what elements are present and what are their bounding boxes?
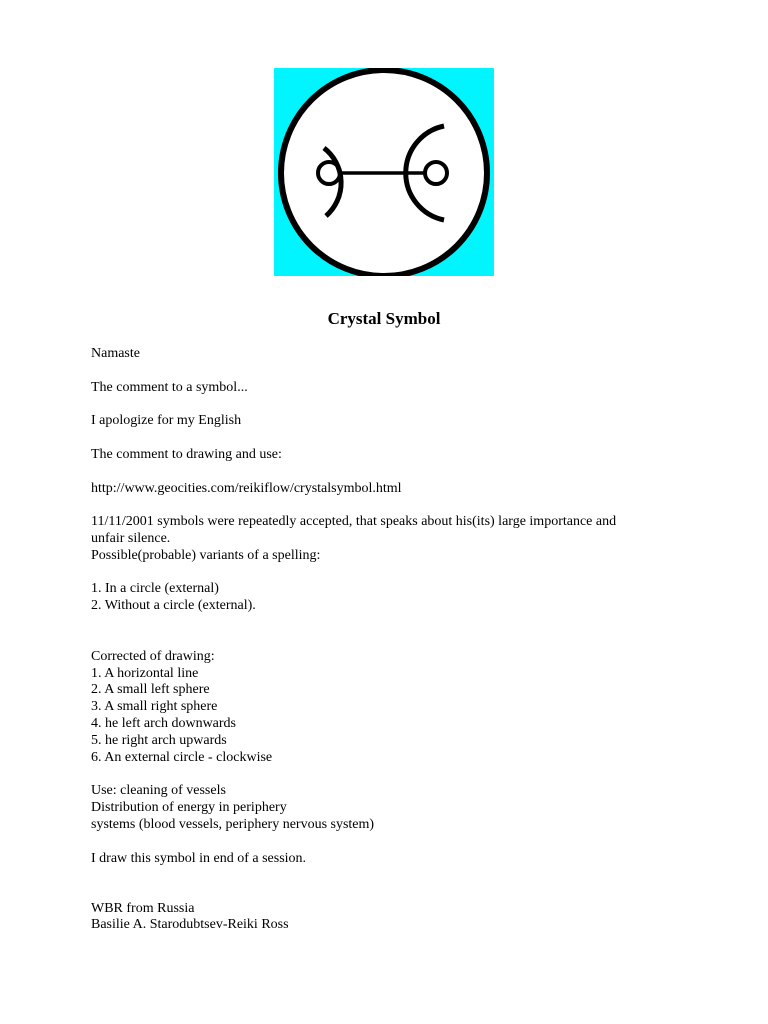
step-item-1: 1. A horizontal line [91, 666, 199, 681]
author-text: Basilie A. Starodubtsev-Reiki Ross [91, 917, 289, 932]
step-item-4: 4. he left arch downwards [91, 716, 237, 731]
comment-drawing-text: The comment to drawing and use: [91, 447, 282, 462]
small-right-sphere [425, 162, 447, 184]
variant-item-2: 2. Without a circle (external). [91, 598, 256, 613]
page-title: Crystal Symbol [327, 309, 441, 328]
step-item-2: 2. A small left sphere [91, 682, 210, 697]
reference-link[interactable]: http://www.geocities.com/reikiflow/crystalsymbol.html [91, 481, 402, 496]
use-text-line-1: Use: cleaning of vessels [91, 783, 226, 798]
apology-text: I apologize for my English [91, 413, 242, 428]
variant-item-1: 1. In a circle (external) [91, 581, 219, 596]
crystal-symbol-icon [274, 68, 494, 276]
session-text: I draw this symbol in end of a session. [91, 851, 307, 866]
comment-symbol-text: The comment to a symbol... [91, 380, 248, 395]
accepted-text-line-1: 11/11/2001 symbols were repeatedly accepted, that speaks about his(its) large importance and [91, 514, 617, 529]
step-item-6: 6. An external circle - clockwise [91, 750, 273, 765]
step-item-5: 5. he right arch upwards [91, 733, 227, 748]
use-text-line-3: systems (blood vessels, periphery nervous system) [91, 817, 375, 832]
greeting-text: Namaste [91, 346, 140, 361]
crystal-symbol-image [274, 68, 494, 276]
step-item-3: 3. A small right sphere [91, 699, 218, 714]
signoff-text: WBR from Russia [91, 901, 195, 916]
use-text-line-2: Distribution of energy in periphery [91, 800, 287, 815]
variants-heading: Possible(probable) variants of a spelling: [91, 548, 321, 563]
corrected-heading: Corrected of drawing: [91, 649, 215, 664]
accepted-text-line-2: unfair silence. [91, 531, 171, 546]
